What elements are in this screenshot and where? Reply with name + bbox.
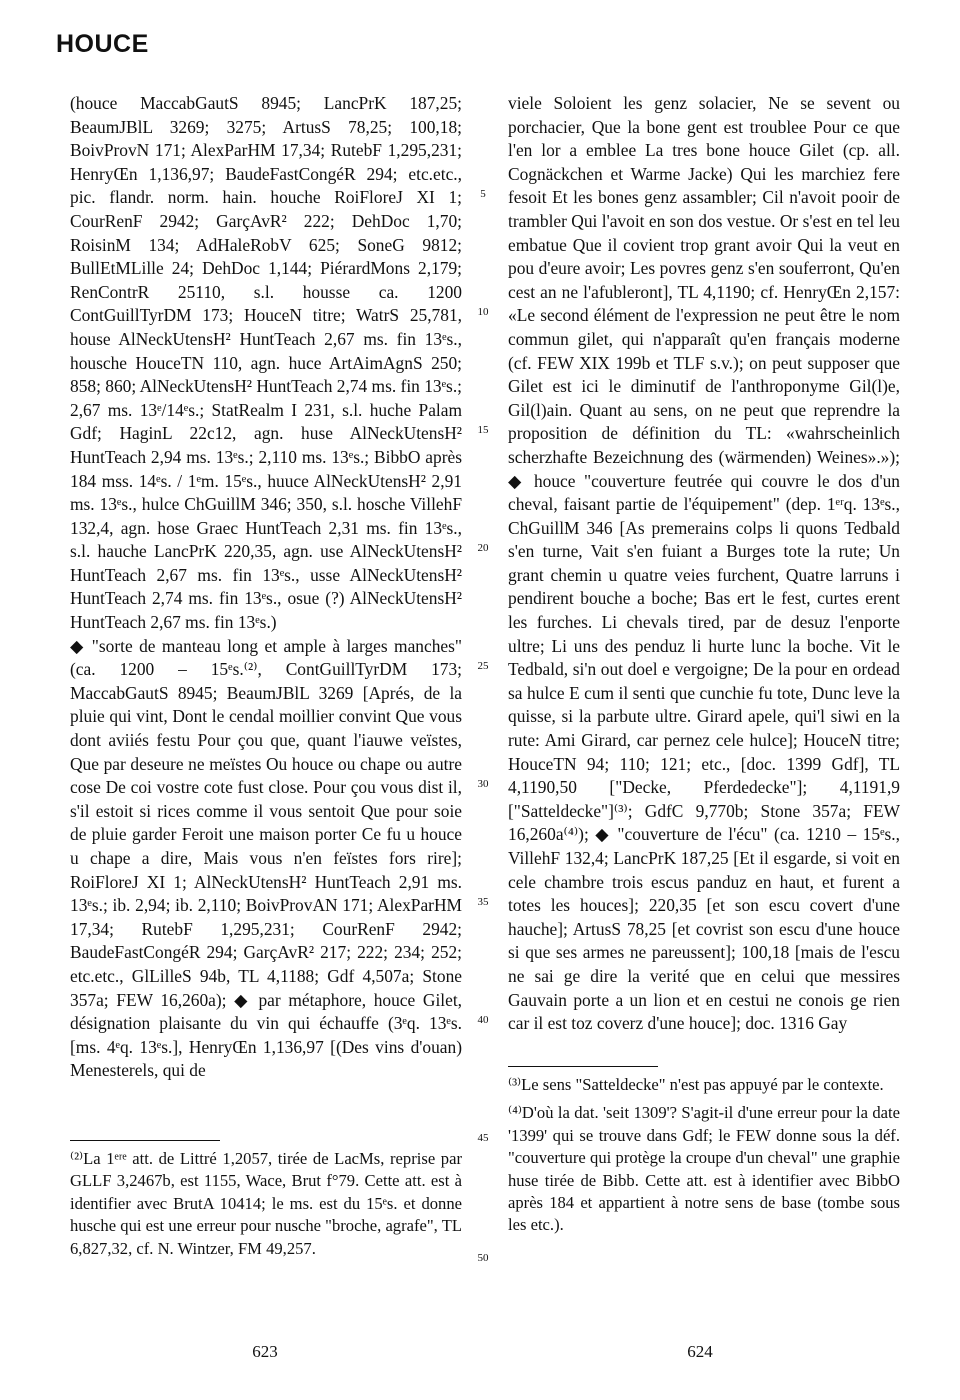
footnote-2: ⁽²⁾La 1ᵉʳᵉ att. de Littré 1,2057, tirée de LacMs, reprise par GLLF 3,2467b, est 1155, Wace, Brut f°79. Cette att. est à identifier avec BrutA 10414; le ms. est du 15ᵉs. et donne husche qui est une erreur pour nusche "broche, agrafe", TL 6,827,32, cf. N. Wintzer, FM 49,257.: [70, 1149, 462, 1258]
line-number: 35: [477, 896, 489, 908]
footnotes-right: [508, 1074, 900, 1243]
line-number: 25: [477, 660, 489, 672]
line-number: 45: [477, 1132, 489, 1144]
page-number-left: 623: [252, 1342, 278, 1361]
line-number: 50: [477, 1252, 489, 1264]
headword: HOUCE: [56, 30, 149, 58]
line-number: 40: [477, 1014, 489, 1026]
footnote-4: ⁽⁴⁾D'où la dat. 'seit 1309'? S'agit-il d'une erreur pour la date '1399' qui se trouve dans Gdf; le FEW donne sous la déf. "couverture qui protège la croupe d'un cheval" une graphie huse tirée de Bibb. Cette att. est à identifier avec BibbO après 184 et appartient à notre sens de base (tombe sous les etc.).: [508, 1103, 900, 1235]
line-number: 30: [477, 778, 489, 790]
line-number: 10: [477, 306, 489, 318]
entry-forms-paragraph: (houce MaccabGautS 8945; LancPrK 187,25; BeaumJBlL 3269; 3275; ArtusS 78,25; 100,18; BoivProvN 171; AlexParHM 17,34; RutebF 1,295,231; HenryŒn 1,136,97; BaudeFastCongéR 294; etc.etc., pic. flandr. norm. hain. houche RoiFloreJ XI 1; CourRenF 2942; GarçAvR² 222; DehDoc 1,70; RoisinM 134; AdHaleRobV 625; SoneG 9812; BullEtMLille 24; DehDoc 1,144; PiérardMons 2,179; RenContrR 25110, s.l. housse ca. 1200 ContGuillTyrDM 173; HouceN titre; WatrS 25,781, house AlNeckUtensH² HuntTeach 2,67 ms. fin 13ᵉs., housche HouceTN 110, agn. huce ArtAimAgnS 250; 858; 860; AlNeckUtensH² HuntTeach 2,74 ms. fin 13ᵉs.; 2,67 ms. 13ᵉ/14ᵉs.; StatRealm I 231, s.l. huche Palam Gdf; HaginL 22c12, agn. huse AlNeckUtensH² HuntTeach 2,94 ms. 13ᵉs.; 2,110 ms. 13ᵉs.; BibbO après 184 mss. 14ᵉs. / 1ᵉm. 15ᵉs., huuce AlNeckUtensH² 2,91 ms. 13ᵉs., hulce ChGuillM 346; 350, s.l. hosche VillehF 132,4, agn. hose Graec HuntTeach 2,31 ms. fin 13ᵉs., s.l. hauche LancPrK 220,35, agn. use AlNeckUtensH² HuntTeach 2,67 ms. fin 13ᵉs., usse AlNeckUtensH² HuntTeach 2,74 ms. fin 13ᵉs., osue (?) AlNeckUtensH² HuntTeach 2,67 ms. fin 13ᵉs.): [70, 93, 462, 633]
line-number: 5: [480, 188, 486, 200]
right-column: [508, 92, 900, 1036]
footnote-rule: [70, 1140, 220, 1141]
line-number: 15: [477, 424, 489, 436]
line-number: 20: [477, 542, 489, 554]
page-number-right: 624: [687, 1342, 713, 1361]
footnote-rule: [508, 1066, 658, 1067]
sense-manteau-paragraph: ◆ "sorte de manteau long et ample à larges manches" (ca. 1200 – 15ᵉs.⁽²⁾, ContGuillTyrDM 173; MaccabGautS 8945; BeaumJBlL 3269 [Aprés, de la pluie qui vint, Dont le cendal moillier convint Que vous dont aviiés festu Pour çou que, quant l'iauwe veïstes, Que par deseure ne meïstes Ou houce ou chape ou autre cose De coi vostre cote fust close. Pour çou vous dist il, s'il estoit si rices comme il vous sentoit Que pour soie de pluie garder Feroit une maison porter Ce fu u houce u chape a dire, Mais vous n'en feïstes fors rire]; RoiFloreJ XI 1; AlNeckUtensH² HuntTeach 2,91 ms. 13ᵉs.; ib. 2,94; ib. 2,110; BoivProvAN 171; AlexParHM 17,34; RutebF 1,295,231; CourRenF 2942; BaudeFastCongéR 294; GarçAvR² 217; 222; 234; 252; etc.etc., GlLilleS 94b, TL 4,1188; Gdf 4,507a; Stone 357a; FEW 16,260a); ◆ par métaphore, houce Gilet, désignation plaisante du vin qui échauffe (3ᵉq. 13ᵉs. [ms. 4ᵉq. 13ᵉs.], HenryŒn 1,136,97 [(Des vins d'ouan) Menesterels, qui de: [70, 635, 462, 1081]
continuation-paragraph: viele Soloient les genz solacier, Ne se sevent ou porchacier, Que la bone gent est troublee Pour ce que l'en lor a emblee La tres bone houce Gilet (cp. all. Cognäckchen et Warme Jacke) Qui les marchiez fere fesoit Et les bones genz assambler; Cil n'avoit pooir de trambler Qui l'avoit en son dos vestue. Or s'est en tel leu embatue Que il covient trop grant avoir Qui la veut en pou d'eure avoir; Les povres genz s'en souferront, Qu'en cest an ne l'afubleront], TL 4,1190; cf. HenryŒn 2,157: «Le second élément de l'expression ne peut être le nom commun gilet, qui n'apparaît qu'en français moderne (cf. FEW XIX 199b et TLF s.v.); on peut supposer que Gilet est ici le diminutif de l'anthroponyme Gil(l)e, Gil(l)ain. Quant au sens, on ne peut que reprendre la proposition de définition du TL: «wahrscheinlich scherzhafte Bezeichnung des (wärmenden) Weines».»); ◆ houce "couverture feutrée qui couvre le dos d'un cheval, faisant partie de l'équipement" (dep. 1ᵉʳq. 13ᵉs., ChGuillM 346 [As premerains colps li quons Tedbald s'en turne, Vait s'en fuiant a Burges tote la rute; Un grant chemin u quatre veies furchent, Quatre larruns i pendirent bouche a boche; Bas ert le fest, curtes erent les furches. Li chevals tired, par de desuz l'enporte ultre; Li uns des penduz li hurte lunc la boche. Vit le Tedbald, si'n out doel e vergoigne; De la pour en ordead sa hulce E cum il senti que cunchie fu tote, Dunc leve la quisse, si la parbute ultre. Girard apele, qui'l siwi en la rute: Ami Girard, car pernez cele hulce]; HouceN titre; HouceTN 94; 110; 121; etc., [doc. 1399 Gdf], TL 4,1190,50 ["Decke, Pferdedecke"]; 4,1191,9 ["Satteldecke"]⁽³⁾; GdfC 9,770b; Stone 357a; FEW 16,260a⁽⁴⁾); ◆ "couverture de l'écu" (ca. 1210 – 15ᵉs., VillehF 132,4; LancPrK 187,25 [Et il esgarde, si voit en cele chambre trois escus panduz en haut, et furent a totes les houces]; 220,35 [et son escu covert d'une hauche]; ArtusS 78,25 [et covrist son escu d'une houce si que ses armes ne pareussent]; 100,18 [mais de l'escu ne sai ge dire la verité que en celui que messires Gauvain porte a un lion et en cestui ne conois ge rien car il est toz coverz d'une houce]; doc. 1316 Gay: [508, 93, 900, 1034]
footnote-3: ⁽³⁾Le sens "Satteldecke" n'est pas appuyé par le contexte.: [508, 1075, 884, 1094]
footnotes-left: [70, 1148, 462, 1266]
left-column: [70, 92, 462, 1083]
